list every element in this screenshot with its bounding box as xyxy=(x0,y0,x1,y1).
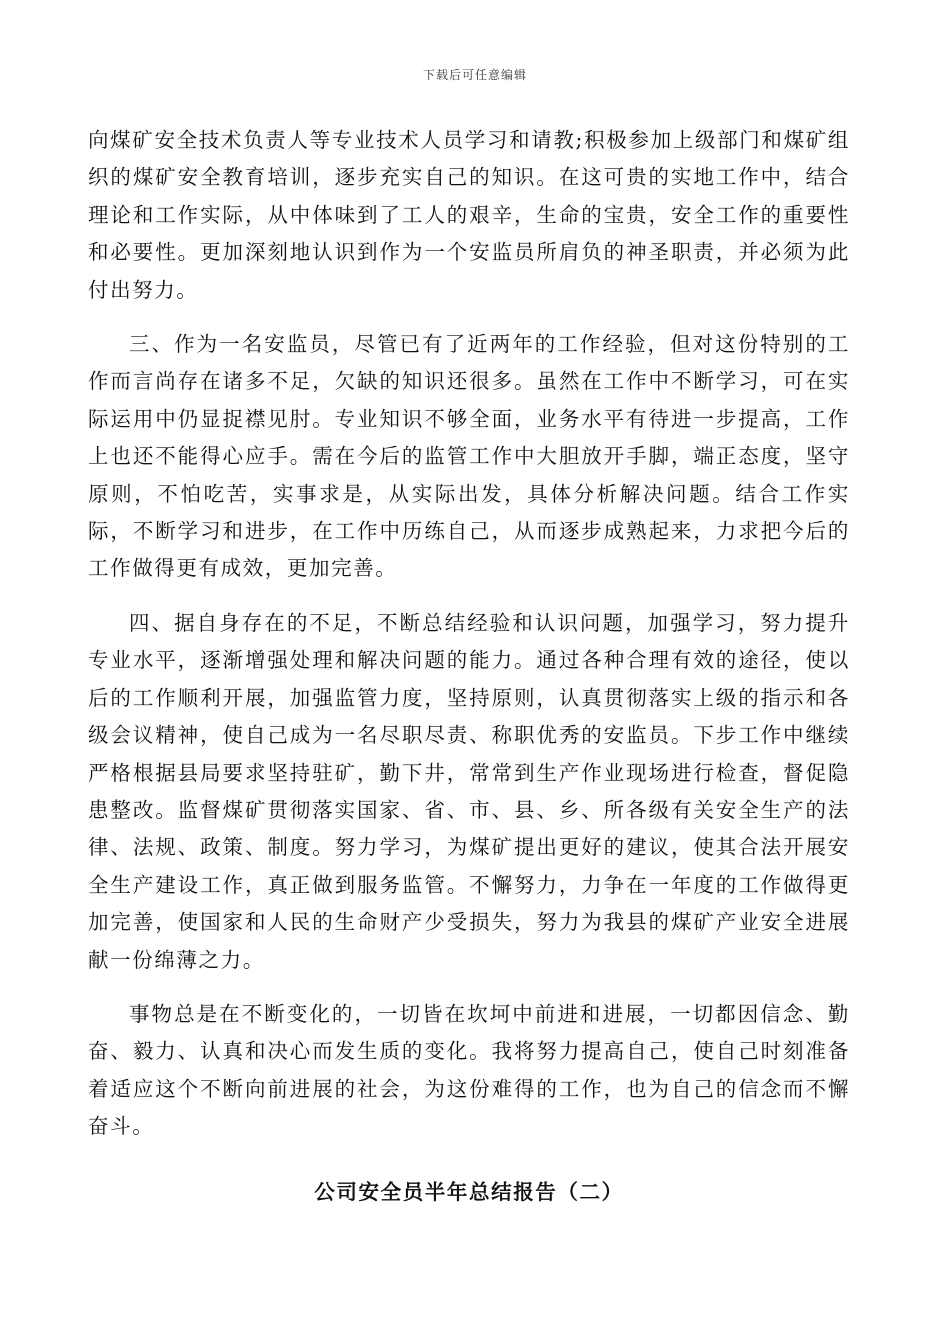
paragraph-section-four: 四、据自身存在的不足，不断总结经验和认识问题，加强学习，努力提升专业水平，逐渐增强处理和解决问题的能力。通过各种合理有效的途径，使以后的工作顺利开展，加强监管力度，坚持原则，认真贯彻落实上级的指示和各级会议精神，使自己成为一名尽职尽责、称职优秀的安监员。下步工作中继续严格根据县局要求坚持驻矿，勤下井，常常到生产作业现场进行检查，督促隐患整改。监督煤矿贯彻落实国家、省、市、县、乡、所各级有关安全生产的法律、法规、政策、制度。努力学习，为煤矿提出更好的建议，使其合法开展安全生产建设工作，真正做到服务监管。不懈努力，力争在一年度的工作做得更加完善，使国家和人民的生命财产少受损失，努力为我县的煤矿产业安全进展献一份绵薄之力。 xyxy=(88,610,850,972)
section-title: 公司安全员半年总结报告（二） xyxy=(314,1179,624,1204)
paragraph-section-three: 三、作为一名安监员，尽管已有了近两年的工作经验，但对这份特别的工作而言尚存在诸多不足，欠缺的知识还很多。虽然在工作中不断学习，可在实际运用中仍显捉襟见肘。专业知识不够全面，业务水平有待进一步提高，工作上也还不能得心应手。需在今后的监管工作中大胆放开手脚，端正态度，坚守原则，不怕吃苦，实事求是，从实际出发，具体分析解决问题。结合工作实际，不断学习和进步，在工作中历练自己，从而逐步成熟起来，力求把今后的工作做得更有成效，更加完善。 xyxy=(88,332,850,581)
document-body xyxy=(88,122,850,1211)
paragraph-conclusion: 事物总是在不断变化的，一切皆在坎坷中前进和进展，一切都因信念、勤奋、毅力、认真和决心而发生质的变化。我将努力提高自己，使自己时刻准备着适应这个不断向前进展的社会，为这份难得的工作，也为自己的信念而不懈奋斗。 xyxy=(88,1001,850,1139)
paragraph-continuation: 向煤矿安全技术负责人等专业技术人员学习和请教;积极参加上级部门和煤矿组织的煤矿安全教育培训，逐步充实自己的知识。在这可贵的实地工作中，结合理论和工作实际，从中体味到了工人的艰辛，生命的宝贵，安全工作的重要性和必要性。更加深刻地认识到作为一个安监员所肩负的神圣职责，并必须为此付出努力。 xyxy=(88,128,850,302)
page-header-note: 下载后可任意编辑 xyxy=(422,68,527,82)
